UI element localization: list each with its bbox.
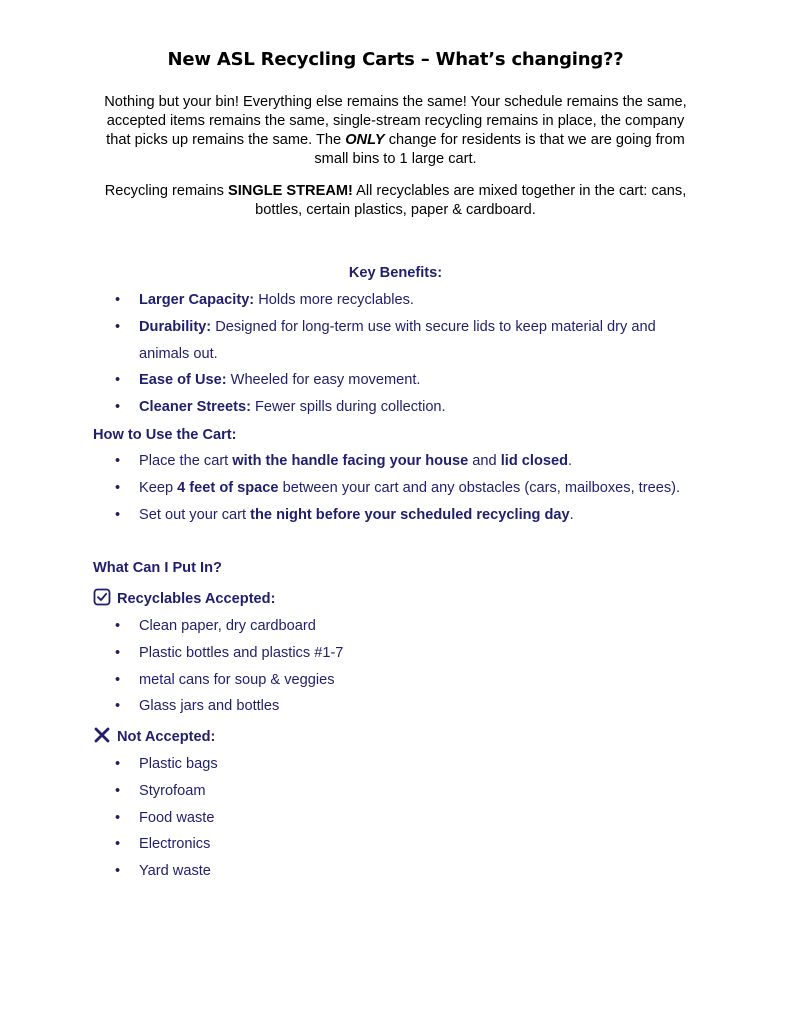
accepted-list — [115, 613, 705, 720]
item-text: Set out your cart — [139, 506, 251, 523]
list-item — [115, 394, 705, 421]
not-accepted-heading-row — [93, 726, 215, 748]
how-to-use-heading: How to Use the Cart: — [93, 427, 237, 443]
not-accepted-list — [115, 751, 705, 885]
list-item: • Clean paper, dry cardboard — [115, 613, 705, 640]
item-text: and — [468, 453, 501, 469]
list-item — [115, 448, 705, 475]
list-item: • Electronics — [115, 831, 705, 858]
item-label: Ease of Use: — [139, 372, 227, 389]
item-text: Wheeled for easy movement. — [226, 372, 421, 389]
list-item: • Yard waste — [115, 858, 705, 885]
list-item: • metal cans for soup & veggies — [115, 667, 705, 694]
intro-paragraph-1 — [100, 93, 691, 169]
list-item: • Food waste — [115, 805, 705, 832]
intro-paragraph-2 — [100, 182, 691, 220]
item-text: . — [568, 453, 573, 469]
accepted-heading: Recyclables Accepted: — [117, 590, 276, 607]
not-accepted-heading: Not Accepted: — [117, 728, 216, 745]
item-bold: the night before your scheduled recycling day — [250, 506, 570, 523]
checkbox-icon — [93, 588, 111, 610]
list-item — [115, 367, 705, 394]
item-text: . — [569, 506, 574, 523]
list-item — [115, 314, 705, 368]
item-bold: lid closed — [500, 453, 569, 469]
x-mark-icon — [93, 726, 111, 748]
item-label: Cleaner Streets: — [139, 399, 251, 416]
intro-text: change for residents is that we are going from small bins to 1 large cart. — [314, 132, 685, 167]
what-can-heading: What Can I Put In? — [93, 560, 222, 576]
intro-emphasis: ONLY — [345, 132, 385, 148]
list-item — [115, 475, 705, 502]
intro-text: Recycling remains — [104, 183, 229, 199]
list-item: • Styrofoam — [115, 778, 705, 805]
item-text: between your cart and any obstacles (cars, mailboxes, trees). — [278, 479, 681, 496]
item-text: Keep — [139, 479, 178, 496]
item-text: Fewer spills during collection. — [250, 399, 446, 416]
item-label: Durability: — [139, 318, 212, 335]
item-bold: 4 feet of space — [177, 479, 279, 496]
list-item — [115, 502, 705, 529]
page-title: New ASL Recycling Carts – What’s changing?? — [167, 49, 624, 70]
item-label: Larger Capacity: — [139, 292, 255, 308]
key-benefits-list — [115, 287, 705, 421]
list-item — [115, 287, 705, 314]
list-item: • Plastic bags — [115, 751, 705, 778]
intro-text: Nothing but your bin! Everything else remains the same! Your schedule remains the same, accepted items remains the same, single-stream recycling remains in place, the company that picks up remains the same. The — [104, 94, 687, 148]
intro-bold: SINGLE STREAM! — [228, 183, 353, 199]
item-text: Designed for long-term use with secure lids to keep material dry and animals out. — [139, 318, 656, 362]
list-item: • Plastic bottles and plastics #1-7 — [115, 640, 705, 667]
list-item: • Glass jars and bottles — [115, 693, 705, 720]
how-to-use-list — [115, 448, 705, 528]
item-bold: with the handle facing your house — [232, 453, 469, 469]
accepted-heading-row — [93, 588, 275, 610]
item-text: Place the cart — [139, 453, 233, 469]
item-text: Holds more recyclables. — [254, 292, 414, 308]
key-benefits-heading: Key Benefits: — [348, 265, 443, 281]
intro-text: All recyclables are mixed together in the cart: cans, bottles, certain plastics, paper & cardboard. — [255, 183, 687, 218]
